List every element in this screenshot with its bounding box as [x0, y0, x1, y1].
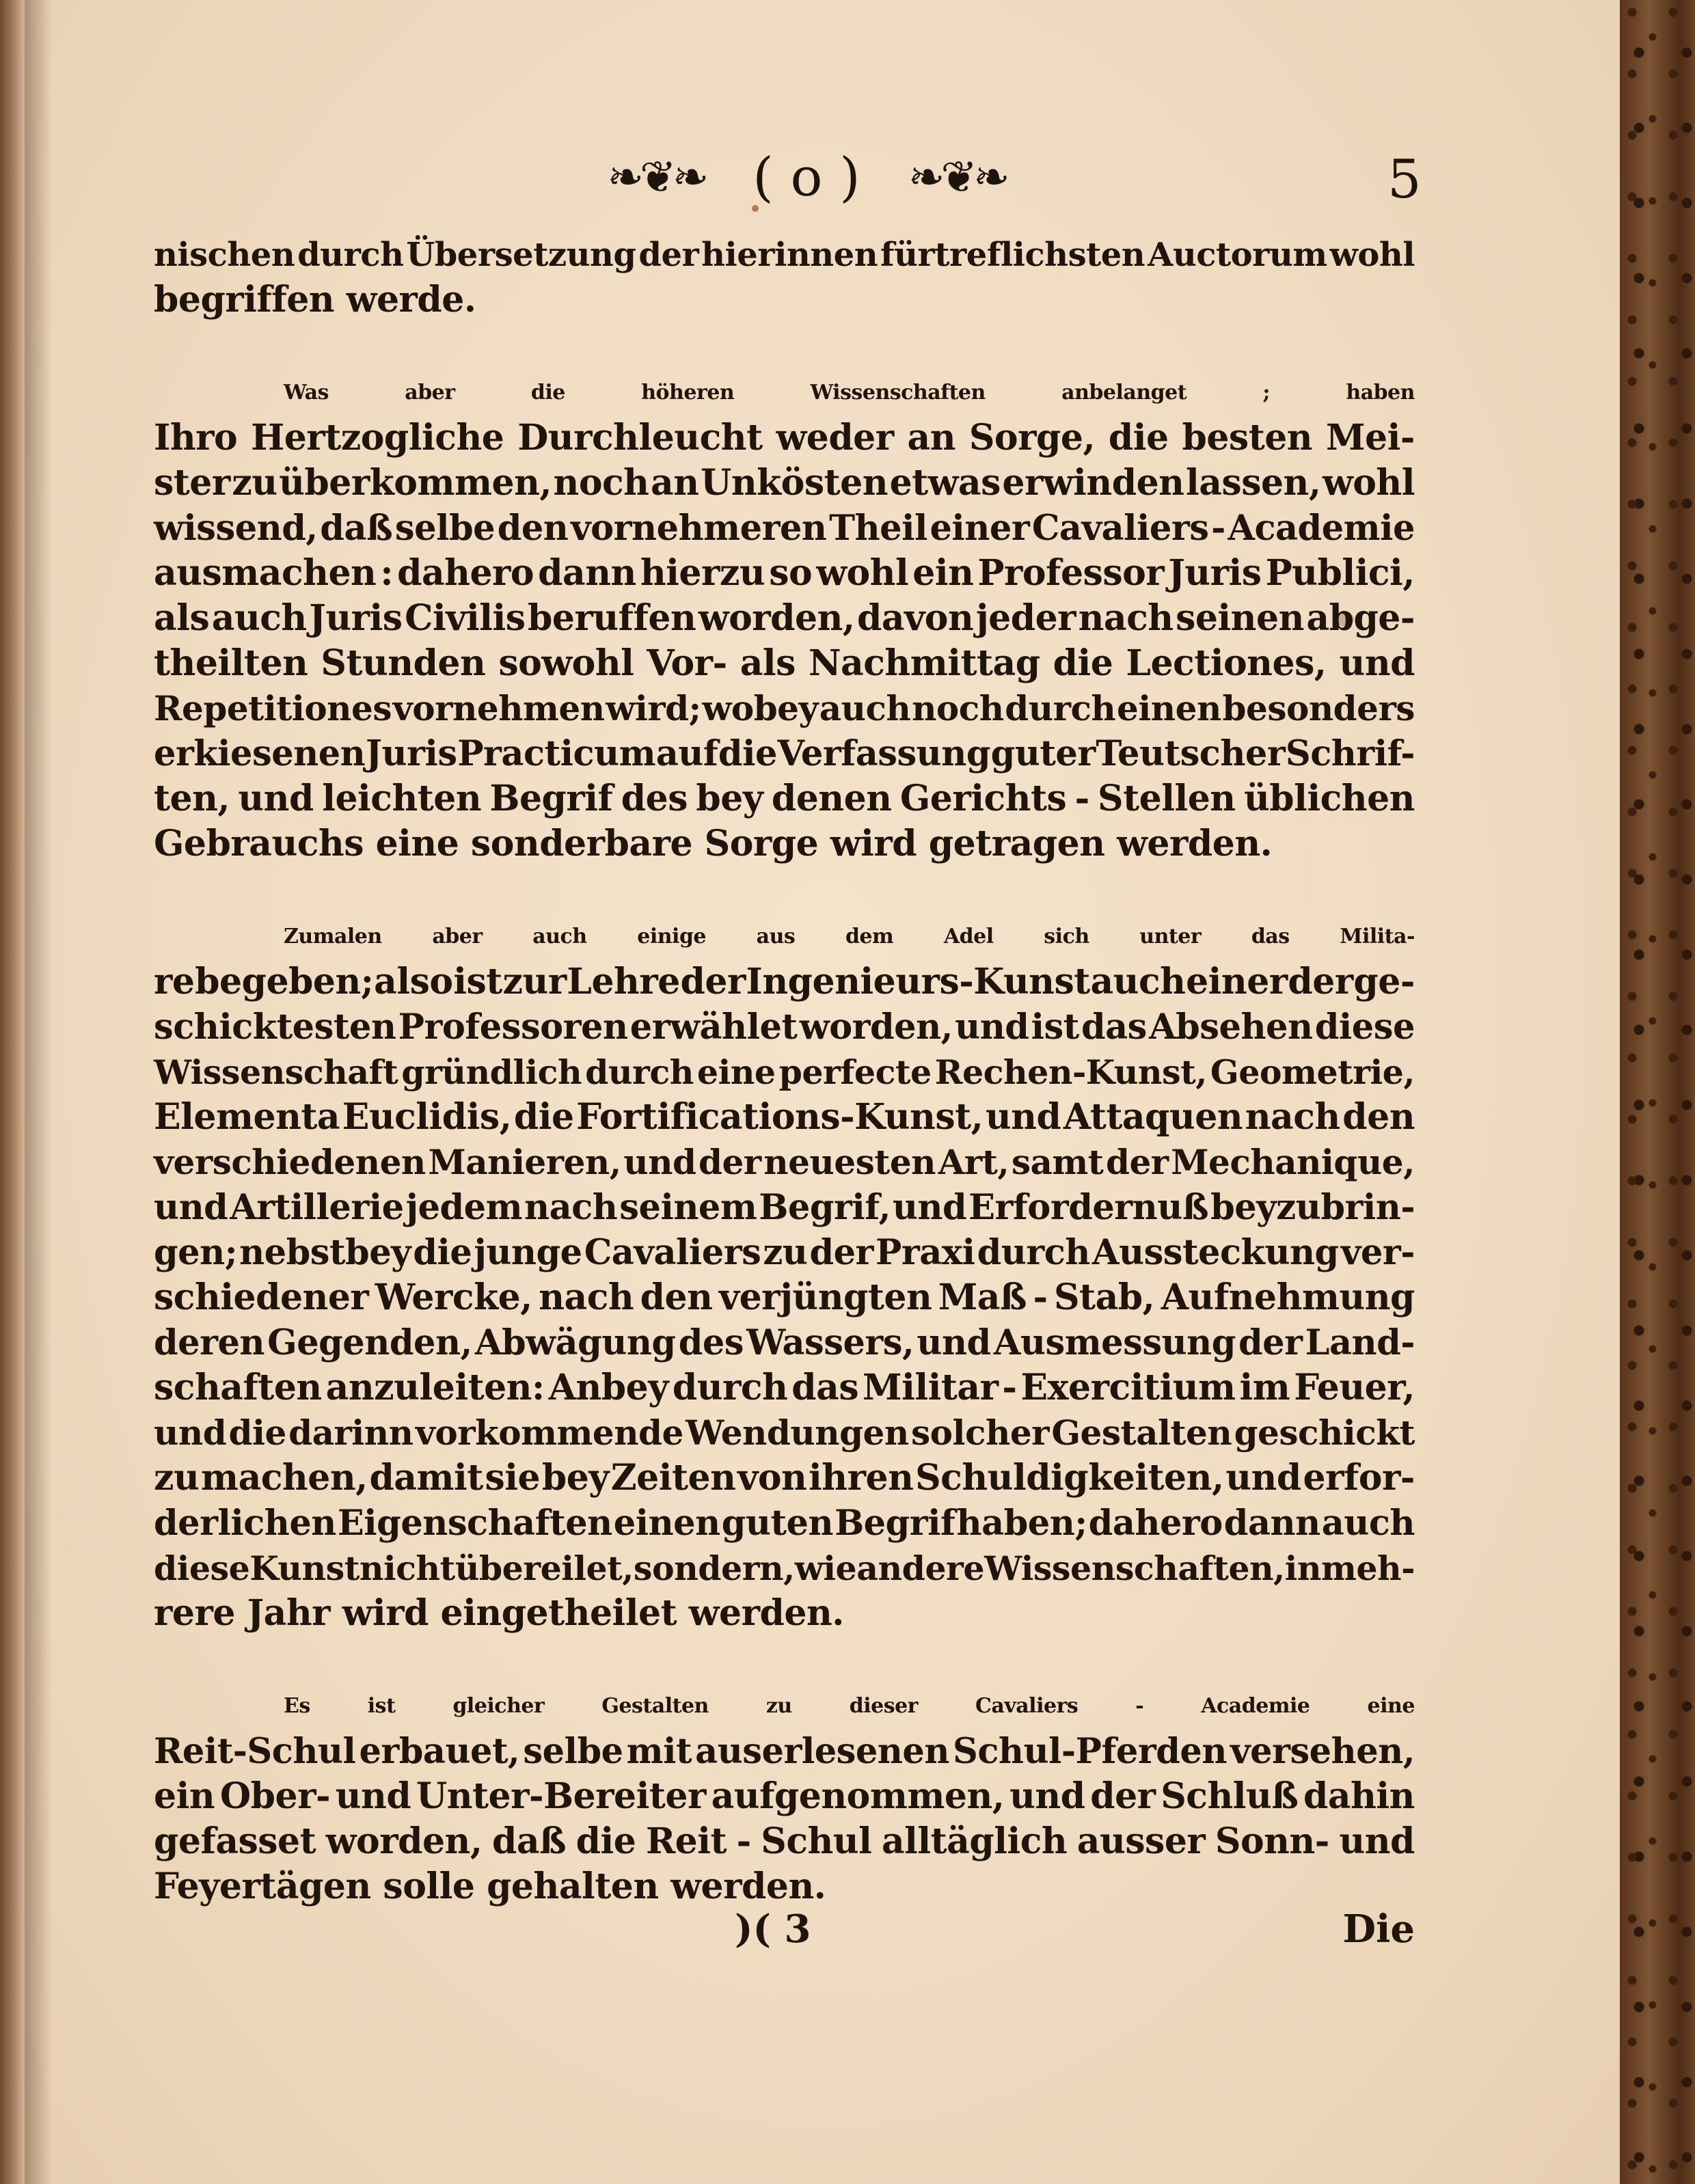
body-text [154, 232, 1415, 1909]
text-line: diese Kunst nicht übereilet, sondern, wie andere Wissenschaften, in meh- [154, 1548, 1415, 1588]
paragraph-gap [154, 1636, 1415, 1684]
paragraph [154, 232, 1415, 323]
text-line: schaften anzuleiten: Anbey durch das Militar - Exercitium im Feuer, [154, 1367, 1415, 1408]
text-line: erkiesenen Juris Practicum auf die Verfassung guter Teutscher Schrif- [154, 733, 1415, 774]
signature-ornament: ( o ) [752, 147, 860, 208]
text-line: Ihro Hertzogliche Durchleucht weder an Sorge, die besten Mei- [154, 417, 1415, 459]
running-head [547, 140, 1066, 215]
marbled-cover-edge [1620, 0, 1695, 2184]
signature-mark: )( 3 [735, 1907, 811, 1952]
text-line: schicktesten Professoren erwählet worden, und ist das Absehen diese [154, 1007, 1415, 1048]
text-line: gefasset worden, daß die Reit - Schul alltäglich ausser Sonn- und [154, 1820, 1415, 1862]
text-line: ten, und leichten Begrif des bey denen Gerichts - Stellen üblichen [154, 778, 1415, 819]
text-line: rere Jahr wird eingetheilet werden. [154, 1592, 844, 1634]
text-line: begriffen werde. [154, 279, 476, 320]
page-number: 5 [1387, 149, 1422, 210]
catchword: Die [1342, 1907, 1415, 1952]
page-footer [154, 1907, 1415, 1961]
text-line: ster zu überkommen, noch an Unkösten etwas erwinden lassen, wohl [154, 462, 1415, 504]
text-line: Feyertägen solle gehalten werden. [154, 1866, 826, 1907]
text-line: Elementa Euclidis, die Fortifications-Kunst, und Attaquen nach den [154, 1096, 1415, 1138]
text-line: ein Ober- und Unter-Bereiter aufgenommen, und der Schluß dahin [154, 1775, 1415, 1817]
text-line: nischen durch Übersetzung der hierinnen fürtreflichsten Auctorum wohl [154, 236, 1415, 274]
text-line: Zumalen aber auch einige aus dem Adel sich unter das Milita- [284, 925, 1415, 948]
text-line: wissend, daß selbe den vornehmeren Theil einer Cavaliers - Academie [154, 508, 1415, 549]
text-line: Repetitiones vornehmen wird; wobey auch noch durch einen besonders [154, 688, 1415, 728]
paragraph [154, 914, 1415, 1636]
paragraph [154, 370, 1415, 866]
paragraph-gap [154, 866, 1415, 914]
text-line: Gebrauchs eine sonderbare Sorge wird getragen werden. [154, 823, 1273, 864]
text-line: als auch Juris Civilis beruffen worden, davon jeder nach seinen abge- [154, 597, 1415, 639]
text-line: Was aber die höheren Wissenschaften anbelanget ; haben [284, 381, 1415, 405]
text-line: derlichen Eigenschaften einen guten Begrif haben; dahero dann auch [154, 1503, 1415, 1544]
text-line: verschiedenen Manieren, und der neuesten Art, samt der Mechanique, [154, 1142, 1415, 1182]
text-line: re begeben; also ist zur Lehre der Ingenieurs-Kunst auch einer der ge- [154, 961, 1415, 1002]
ornament-right-icon: ❧❦❧ [908, 152, 1006, 203]
text-line: gen; nebstbey die junge Cavaliers zu der Praxi durch Aussteckung ver- [154, 1232, 1415, 1273]
text-line: und Artillerie jedem nach seinem Begrif, und Erfordernuß beyzubrin- [154, 1187, 1415, 1228]
text-line: ausmachen : dahero dann hierzu so wohl ein Professor Juris Publici, [154, 552, 1415, 594]
text-line: zu machen, damit sie bey Zeiten von ihren Schuldigkeiten, und erfor- [154, 1457, 1415, 1499]
text-line: Reit-Schul erbauet, selbe mit auserlesenen Schul-Pferden versehen, [154, 1731, 1415, 1772]
binding-shadow [25, 0, 52, 2184]
text-line: Wissenschaft gründlich durch eine perfecte Rechen-Kunst, Geometrie, [154, 1052, 1415, 1092]
text-line: Es ist gleicher Gestalten zu dieser Cavaliers - Academie eine [284, 1694, 1415, 1718]
text-line: schiedener Wercke, nach den verjüngten Maß - Stab, Aufnehmung [154, 1277, 1415, 1318]
paragraph [154, 1684, 1415, 1909]
text-line: deren Gegenden, Abwägung des Wassers, und Ausmessung der Land- [154, 1322, 1415, 1363]
text-line: theilten Stunden sowohl Vor- als Nachmittag die Lectiones, und [154, 642, 1415, 684]
paragraph-gap [154, 323, 1415, 370]
text-line: und die darinn vorkommende Wendungen solcher Gestalten geschickt [154, 1412, 1415, 1453]
ornament-left-icon: ❧❦❧ [607, 152, 705, 203]
